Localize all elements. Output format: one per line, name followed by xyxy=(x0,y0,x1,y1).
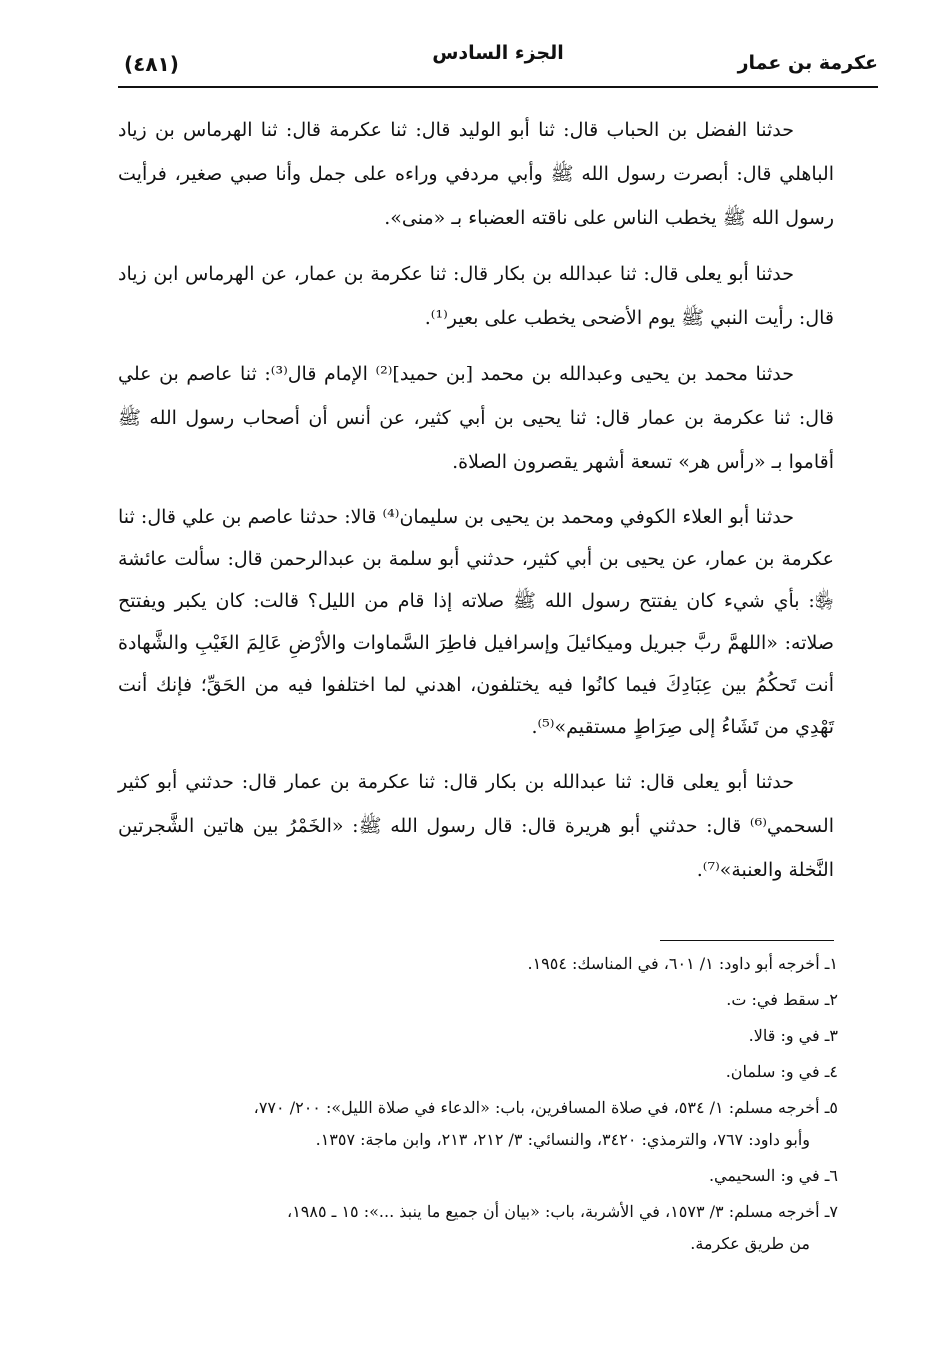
footnote-text: ٧ـ أخرجه مسلم: ٣/ ١٥٧٣، في الأشربة، باب: «بيان أن جميع ما ينبذ ...»: ١٥ ـ ١٩٨٥، xyxy=(287,1202,838,1221)
header-rule xyxy=(118,86,878,88)
footnote-continuation: وأبو داود: ٧٦٧، والترمذي: ٣٤٢٠، والنسائي: ٣/ ٢١٢، ٢١٣، وابن ماجة: ١٣٥٧. xyxy=(315,1130,810,1149)
footnote xyxy=(116,1056,838,1088)
footnote-text: ١ـ أخرجه أبو داود: ١/ ٦٠١، في المناسك: ١٩٥٤. xyxy=(527,954,838,973)
footnote-text: ٥ـ أخرجه مسلم: ١/ ٥٣٤، في صلاة المسافرين، باب: «الدعاء في صلاة الليل»: ٢٠٠/ ٧٧٠، xyxy=(253,1098,838,1117)
footnote xyxy=(116,948,838,980)
hadith-paragraph: حدثنا أبو يعلى قال: ثنا عبدالله بن بكار قال: ثنا عكرمة بن عمار، عن الهرماس ابن زياد قال: رأيت النبي ﷺ يوم الأضحى يخطب على بعير⁽¹⁾. xyxy=(118,263,834,329)
footnote-text: ٣ـ في و: قالا. xyxy=(748,1026,838,1045)
footnote-text: ٢ـ سقط في: ت. xyxy=(726,990,838,1009)
chapter-title: عكرمة بن عمار xyxy=(737,52,878,74)
hadith-paragraph: حدثنا الفضل بن الحباب قال: ثنا أبو الوليد قال: ثنا عكرمة قال: ثنا الهرماس بن زياد الباهلي قال: أبصرت رسول الله ﷺ وأبي مردفي وراءه على جمل وأنا صبي صغير، فرأيت رسول الله ﷺ يخطب الناس على ناقته العضباء بـ «منى». xyxy=(118,119,834,229)
footnote xyxy=(116,1020,838,1052)
footnote xyxy=(116,1160,838,1192)
footnote-text: ٦ـ في و: السحيمي. xyxy=(708,1166,838,1185)
hadith-paragraph: حدثنا أبو يعلى قال: ثنا عبدالله بن بكار قال: ثنا عكرمة بن عمار قال: حدثني أبو كثير السحمي⁽⁶⁾ قال: حدثني أبو هريرة قال: قال رسول الله ﷺ: «الخَمْرُ بين هاتين الشَّجرتين النَّخلة والعنبة»⁽⁷⁾. xyxy=(118,771,834,881)
footnote-separator xyxy=(660,940,834,941)
footnote-text: ٤ـ في و: سلمان. xyxy=(725,1062,838,1081)
footnote xyxy=(116,1092,838,1156)
footnote xyxy=(116,1196,838,1260)
hadith-paragraph: حدثنا أبو العلاء الكوفي ومحمد بن يحيى بن سليمان⁽⁴⁾ قالا: حدثنا عاصم بن علي قال: ثنا عكرمة بن عمار، عن يحيى بن أبي كثير، حدثني أبو سلمة بن عبدالرحمن قال: سألت عائشة ﵂: بأي شيء كان يفتتح رسول الله ﷺ صلاته إذا قام من الليل؟ قالت: كان يكبر ويفتتح صلاته: «اللهمَّ ربَّ جبريل وميكائيلَ وإسرافيل فاطِرَ السَّماوات والأرْضِ عَالِمَ الغَيْبِ والشَّهادة أنت تَحكُمُ بين عِبَادِكَ فيما كانُوا فيه يختلفون، اهدني لما اختلفوا فيه من الحَقِّ؛ فإنك أنت تَهْدِي من تَشَاءُ إلى صِرَاطٍ مستقيم»⁽⁵⁾. xyxy=(118,506,834,738)
hadith-paragraph: حدثنا محمد بن يحيى وعبدالله بن محمد [بن حميد]⁽²⁾ الإمام قال⁽³⁾: ثنا عاصم بن علي قال: ثنا عكرمة بن عمار قال: ثنا يحيى بن أبي كثير، عن أنس أن أصحاب رسول الله ﷺ أقاموا بـ «رأس هر» تسعة أشهر يقصرون الصلاة. xyxy=(118,363,834,473)
footnote xyxy=(116,984,838,1016)
footnote-continuation: من طريق عكرمة. xyxy=(690,1234,810,1253)
footnotes xyxy=(116,948,838,1260)
page-number: (٤٨١) xyxy=(124,52,179,76)
volume-title: الجزء السادس xyxy=(432,42,564,64)
main-text xyxy=(118,108,834,904)
page-header xyxy=(118,40,878,96)
